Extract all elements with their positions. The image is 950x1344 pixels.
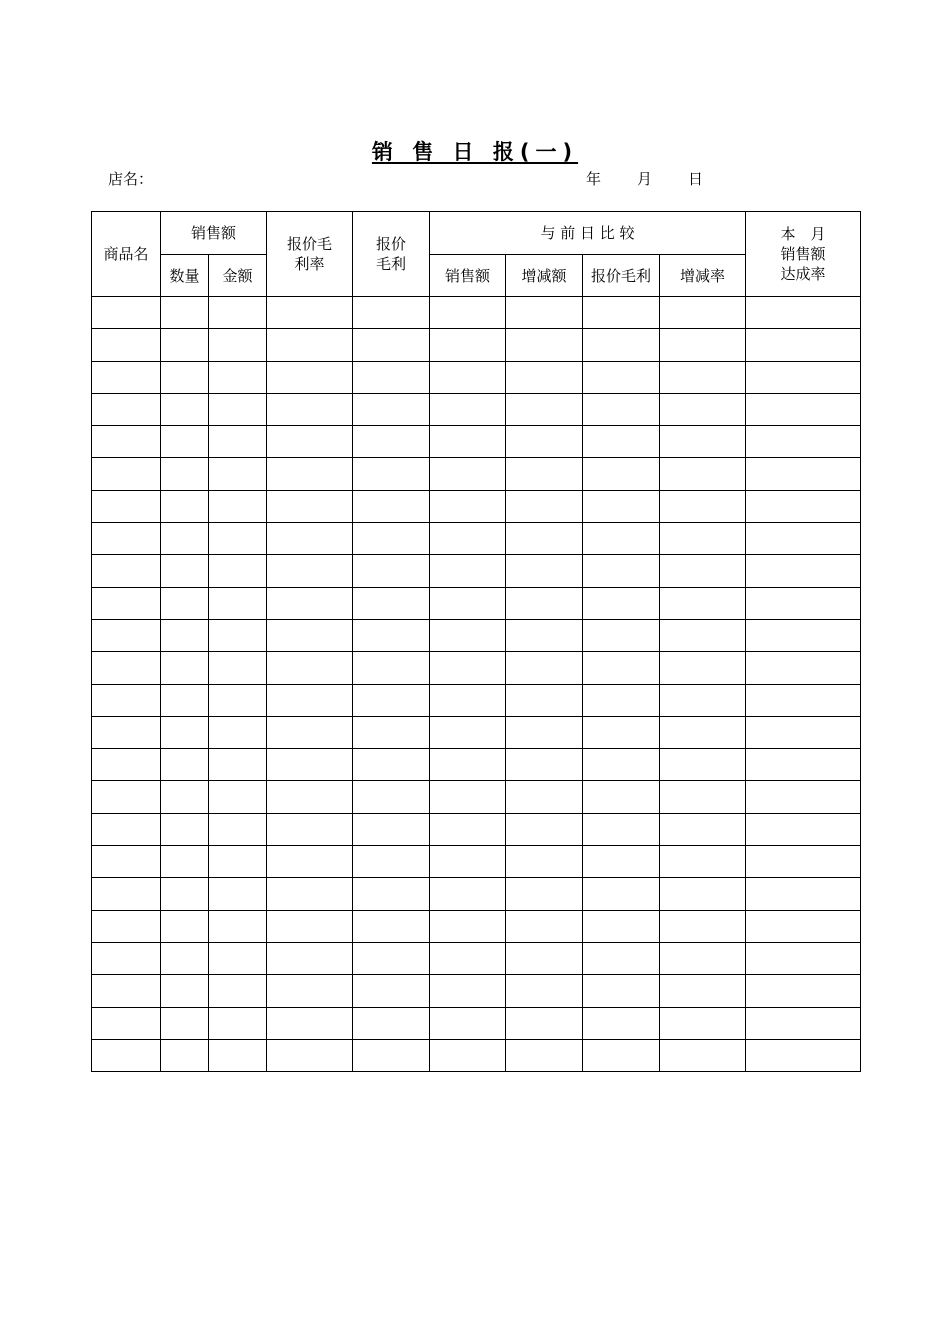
table-cell[interactable] [430, 1007, 506, 1039]
table-cell[interactable] [161, 393, 209, 425]
table-cell[interactable] [746, 942, 861, 974]
header-quoted-margin-line2: 毛利 [376, 255, 407, 273]
table-cell[interactable] [583, 942, 660, 974]
table-cell[interactable] [506, 781, 583, 813]
table-cell[interactable] [746, 523, 861, 555]
table-cell[interactable] [92, 1007, 161, 1039]
table-cell[interactable] [583, 878, 660, 910]
table-cell[interactable] [430, 619, 506, 651]
table-cell[interactable] [583, 910, 660, 942]
table-cell[interactable] [267, 716, 353, 748]
table-cell[interactable] [353, 910, 430, 942]
table-cell[interactable] [209, 910, 267, 942]
table-cell[interactable] [746, 878, 861, 910]
table-cell[interactable] [209, 426, 267, 458]
table-cell[interactable] [209, 813, 267, 845]
table-cell[interactable] [506, 587, 583, 619]
table-row [92, 297, 861, 329]
table-cell[interactable] [267, 846, 353, 878]
table-cell[interactable] [209, 490, 267, 522]
table-cell[interactable] [583, 297, 660, 329]
table-cell[interactable] [583, 426, 660, 458]
table-cell[interactable] [209, 684, 267, 716]
table-cell[interactable] [583, 975, 660, 1007]
table-cell[interactable] [353, 846, 430, 878]
table-cell[interactable] [660, 297, 746, 329]
table-cell[interactable] [209, 942, 267, 974]
table-cell[interactable] [506, 361, 583, 393]
table-cell[interactable] [746, 975, 861, 1007]
header-amount: 金额 [209, 255, 267, 297]
table-cell[interactable] [746, 716, 861, 748]
table-cell[interactable] [161, 652, 209, 684]
table-cell[interactable] [209, 1007, 267, 1039]
table-cell[interactable] [506, 393, 583, 425]
table-cell[interactable] [267, 878, 353, 910]
header-monthly-line1: 本 月 [780, 225, 826, 243]
table-cell[interactable] [660, 523, 746, 555]
table-cell[interactable] [92, 813, 161, 845]
table-cell[interactable] [430, 878, 506, 910]
table-cell[interactable] [583, 393, 660, 425]
table-row [92, 619, 861, 651]
table-cell[interactable] [506, 555, 583, 587]
table-cell[interactable] [353, 684, 430, 716]
table-cell[interactable] [353, 361, 430, 393]
table-cell[interactable] [506, 652, 583, 684]
table-cell[interactable] [92, 329, 161, 361]
table-cell[interactable] [161, 781, 209, 813]
table-row [92, 910, 861, 942]
table-cell[interactable] [92, 393, 161, 425]
table-cell[interactable] [161, 458, 209, 490]
table-row [92, 1039, 861, 1071]
table-cell[interactable] [660, 555, 746, 587]
table-cell[interactable] [430, 813, 506, 845]
table-cell[interactable] [353, 619, 430, 651]
table-cell[interactable] [92, 523, 161, 555]
table-cell[interactable] [267, 297, 353, 329]
table-cell[interactable] [353, 781, 430, 813]
table-cell[interactable] [746, 684, 861, 716]
table-cell[interactable] [746, 652, 861, 684]
table-cell[interactable] [506, 813, 583, 845]
table-cell[interactable] [746, 587, 861, 619]
table-cell[interactable] [430, 652, 506, 684]
table-cell[interactable] [353, 975, 430, 1007]
header-quoted-margin-rate-line2: 利率 [294, 255, 325, 273]
header-quoted-margin-rate [267, 212, 353, 297]
table-cell[interactable] [209, 587, 267, 619]
table-cell[interactable] [583, 523, 660, 555]
header-quoted-margin [353, 212, 430, 297]
table-cell[interactable] [506, 490, 583, 522]
table-cell[interactable] [430, 361, 506, 393]
table-cell[interactable] [209, 749, 267, 781]
table-cell[interactable] [583, 1007, 660, 1039]
table-cell[interactable] [660, 749, 746, 781]
table-cell[interactable] [430, 716, 506, 748]
table-cell[interactable] [92, 652, 161, 684]
table-cell[interactable] [267, 684, 353, 716]
table-cell[interactable] [92, 1039, 161, 1071]
table-cell[interactable] [92, 426, 161, 458]
table-cell[interactable] [161, 684, 209, 716]
table-cell[interactable] [267, 619, 353, 651]
table-cell[interactable] [92, 716, 161, 748]
table-cell[interactable] [92, 781, 161, 813]
header-compare-rate: 增减率 [660, 255, 746, 297]
table-cell[interactable] [660, 329, 746, 361]
table-cell[interactable] [583, 846, 660, 878]
table-cell[interactable] [583, 619, 660, 651]
table-cell[interactable] [209, 523, 267, 555]
table-cell[interactable] [430, 555, 506, 587]
table-cell[interactable] [746, 555, 861, 587]
table-cell[interactable] [92, 458, 161, 490]
table-cell[interactable] [353, 652, 430, 684]
table-cell[interactable] [660, 813, 746, 845]
table-cell[interactable] [353, 942, 430, 974]
table-cell[interactable] [92, 878, 161, 910]
header-monthly-line2: 销售额 [780, 245, 826, 263]
table-cell[interactable] [506, 942, 583, 974]
table-cell[interactable] [161, 490, 209, 522]
table-cell[interactable] [506, 684, 583, 716]
table-cell[interactable] [267, 458, 353, 490]
table-cell[interactable] [267, 1039, 353, 1071]
table-cell[interactable] [746, 1039, 861, 1071]
table-cell[interactable] [92, 684, 161, 716]
table-cell[interactable] [583, 813, 660, 845]
table-cell[interactable] [430, 490, 506, 522]
table-cell[interactable] [161, 846, 209, 878]
table-cell[interactable] [746, 329, 861, 361]
table-cell[interactable] [161, 297, 209, 329]
table-cell[interactable] [161, 1007, 209, 1039]
table-cell[interactable] [746, 297, 861, 329]
table-cell[interactable] [161, 910, 209, 942]
table-cell[interactable] [583, 716, 660, 748]
header-compare-margin: 报价毛利 [583, 255, 660, 297]
header-monthly-achievement [746, 212, 861, 297]
table-cell[interactable] [209, 975, 267, 1007]
table-row [92, 684, 861, 716]
header-quoted-margin-line1: 报价 [376, 235, 407, 253]
table-cell[interactable] [209, 846, 267, 878]
table-cell[interactable] [209, 652, 267, 684]
table-cell[interactable] [583, 555, 660, 587]
table-cell[interactable] [746, 846, 861, 878]
table-cell[interactable] [430, 942, 506, 974]
table-cell[interactable] [353, 813, 430, 845]
table-cell[interactable] [161, 716, 209, 748]
table-cell[interactable] [660, 781, 746, 813]
table-cell[interactable] [506, 426, 583, 458]
table-cell[interactable] [583, 361, 660, 393]
day-label: 日 [688, 170, 704, 188]
report-body [92, 297, 861, 1072]
table-cell[interactable] [660, 975, 746, 1007]
header-quantity: 数量 [161, 255, 209, 297]
table-cell[interactable] [746, 361, 861, 393]
table-cell[interactable] [267, 910, 353, 942]
table-cell[interactable] [161, 813, 209, 845]
table-row [92, 555, 861, 587]
table-cell[interactable] [430, 329, 506, 361]
table-row [92, 426, 861, 458]
table-cell[interactable] [161, 523, 209, 555]
table-cell[interactable] [660, 426, 746, 458]
table-cell[interactable] [209, 619, 267, 651]
table-cell[interactable] [583, 329, 660, 361]
table-cell[interactable] [506, 749, 583, 781]
header-sales-amount: 销售额 [161, 212, 267, 255]
table-cell[interactable] [161, 555, 209, 587]
table-cell[interactable] [161, 878, 209, 910]
table-cell[interactable] [430, 684, 506, 716]
table-cell[interactable] [353, 458, 430, 490]
table-cell[interactable] [583, 490, 660, 522]
table-cell[interactable] [430, 1039, 506, 1071]
table-cell[interactable] [267, 652, 353, 684]
table-cell[interactable] [430, 393, 506, 425]
table-cell[interactable] [746, 813, 861, 845]
table-cell[interactable] [506, 297, 583, 329]
table-cell[interactable] [430, 426, 506, 458]
table-cell[interactable] [161, 361, 209, 393]
table-cell[interactable] [353, 523, 430, 555]
sales-daily-report-table [91, 211, 861, 1072]
table-cell[interactable] [430, 846, 506, 878]
table-cell[interactable] [506, 878, 583, 910]
table-cell[interactable] [161, 426, 209, 458]
table-cell[interactable] [430, 781, 506, 813]
table-row [92, 523, 861, 555]
table-cell[interactable] [660, 716, 746, 748]
table-cell[interactable] [430, 975, 506, 1007]
table-cell[interactable] [583, 458, 660, 490]
table-row [92, 975, 861, 1007]
table-cell[interactable] [353, 555, 430, 587]
table-cell[interactable] [267, 490, 353, 522]
table-cell[interactable] [92, 910, 161, 942]
table-cell[interactable] [267, 555, 353, 587]
table-cell[interactable] [583, 749, 660, 781]
table-cell[interactable] [209, 393, 267, 425]
table-row [92, 490, 861, 522]
table-cell[interactable] [506, 619, 583, 651]
table-cell[interactable] [746, 910, 861, 942]
table-cell[interactable] [209, 297, 267, 329]
table-cell[interactable] [209, 781, 267, 813]
table-cell[interactable] [267, 749, 353, 781]
table-cell[interactable] [209, 1039, 267, 1071]
table-cell[interactable] [92, 975, 161, 1007]
table-cell[interactable] [267, 942, 353, 974]
table-cell[interactable] [209, 329, 267, 361]
header-compare-previous-day: 与 前 日 比 较 [430, 212, 746, 255]
table-cell[interactable] [506, 523, 583, 555]
table-cell[interactable] [430, 587, 506, 619]
header-quoted-margin-rate-line1: 报价毛 [287, 235, 333, 253]
table-cell[interactable] [583, 1039, 660, 1071]
table-row [92, 329, 861, 361]
table-cell[interactable] [746, 619, 861, 651]
table-cell[interactable] [267, 361, 353, 393]
table-cell[interactable] [353, 329, 430, 361]
table-cell[interactable] [209, 361, 267, 393]
table-cell[interactable] [267, 426, 353, 458]
table-cell[interactable] [209, 555, 267, 587]
table-cell[interactable] [746, 749, 861, 781]
table-cell[interactable] [660, 942, 746, 974]
table-cell[interactable] [660, 1007, 746, 1039]
table-cell[interactable] [583, 781, 660, 813]
table-cell[interactable] [92, 555, 161, 587]
table-cell[interactable] [161, 749, 209, 781]
table-cell[interactable] [660, 878, 746, 910]
table-cell[interactable] [267, 523, 353, 555]
table-cell[interactable] [353, 1007, 430, 1039]
table-cell[interactable] [92, 587, 161, 619]
table-cell[interactable] [506, 1007, 583, 1039]
table-cell[interactable] [430, 910, 506, 942]
table-cell[interactable] [353, 878, 430, 910]
table-cell[interactable] [506, 458, 583, 490]
table-cell[interactable] [267, 781, 353, 813]
header-product-name: 商品名 [92, 212, 161, 297]
table-cell[interactable] [92, 942, 161, 974]
table-cell[interactable] [430, 458, 506, 490]
table-cell[interactable] [267, 813, 353, 845]
table-cell[interactable] [506, 1039, 583, 1071]
table-cell[interactable] [506, 910, 583, 942]
table-cell[interactable] [267, 587, 353, 619]
table-cell[interactable] [353, 587, 430, 619]
header-monthly-line3: 达成率 [780, 265, 826, 283]
table-cell[interactable] [430, 523, 506, 555]
table-cell[interactable] [660, 1039, 746, 1071]
table-cell[interactable] [267, 975, 353, 1007]
table-cell[interactable] [746, 490, 861, 522]
table-row [92, 361, 861, 393]
table-cell[interactable] [506, 716, 583, 748]
table-cell[interactable] [660, 846, 746, 878]
table-cell[interactable] [746, 393, 861, 425]
table-cell[interactable] [353, 393, 430, 425]
table-cell[interactable] [92, 619, 161, 651]
table-row [92, 652, 861, 684]
table-cell[interactable] [161, 587, 209, 619]
table-cell[interactable] [161, 975, 209, 1007]
table-cell[interactable] [660, 458, 746, 490]
table-cell[interactable] [746, 426, 861, 458]
table-cell[interactable] [353, 297, 430, 329]
report-title: 销 售 日 报(一) [371, 140, 579, 164]
table-cell[interactable] [92, 749, 161, 781]
table-cell[interactable] [660, 393, 746, 425]
table-cell[interactable] [660, 910, 746, 942]
table-row [92, 878, 861, 910]
table-cell[interactable] [209, 716, 267, 748]
table-cell[interactable] [92, 361, 161, 393]
month-label: 月 [637, 170, 653, 188]
table-cell[interactable] [660, 684, 746, 716]
table-row [92, 393, 861, 425]
table-cell[interactable] [161, 329, 209, 361]
table-row [92, 458, 861, 490]
table-cell[interactable] [506, 975, 583, 1007]
table-cell[interactable] [267, 329, 353, 361]
table-cell[interactable] [430, 297, 506, 329]
table-cell[interactable] [267, 1007, 353, 1039]
table-cell[interactable] [506, 329, 583, 361]
table-row [92, 846, 861, 878]
table-row [92, 1007, 861, 1039]
year-label: 年 [586, 170, 602, 188]
store-name-label: 店名： [108, 170, 154, 188]
table-cell[interactable] [660, 490, 746, 522]
table-row [92, 587, 861, 619]
table-row [92, 813, 861, 845]
table-cell[interactable] [92, 490, 161, 522]
table-cell[interactable] [353, 749, 430, 781]
table-cell[interactable] [583, 652, 660, 684]
table-cell[interactable] [209, 878, 267, 910]
table-cell[interactable] [161, 619, 209, 651]
table-cell[interactable] [161, 1039, 209, 1071]
table-cell[interactable] [267, 393, 353, 425]
table-cell[interactable] [506, 846, 583, 878]
table-cell[interactable] [209, 458, 267, 490]
table-cell[interactable] [161, 942, 209, 974]
table-cell[interactable] [660, 361, 746, 393]
table-cell[interactable] [660, 619, 746, 651]
table-cell[interactable] [746, 781, 861, 813]
table-cell[interactable] [583, 684, 660, 716]
table-cell[interactable] [660, 587, 746, 619]
header-compare-change: 增减额 [506, 255, 583, 297]
table-cell[interactable] [92, 297, 161, 329]
table-cell[interactable] [746, 1007, 861, 1039]
table-cell[interactable] [583, 587, 660, 619]
table-row [92, 749, 861, 781]
table-cell[interactable] [430, 749, 506, 781]
table-cell[interactable] [92, 846, 161, 878]
table-cell[interactable] [660, 652, 746, 684]
table-cell[interactable] [353, 490, 430, 522]
header-compare-sales: 销售额 [430, 255, 506, 297]
table-row [92, 942, 861, 974]
table-cell[interactable] [746, 458, 861, 490]
table-cell[interactable] [353, 716, 430, 748]
table-cell[interactable] [353, 426, 430, 458]
table-cell[interactable] [353, 1039, 430, 1071]
table-row [92, 716, 861, 748]
table-row [92, 781, 861, 813]
